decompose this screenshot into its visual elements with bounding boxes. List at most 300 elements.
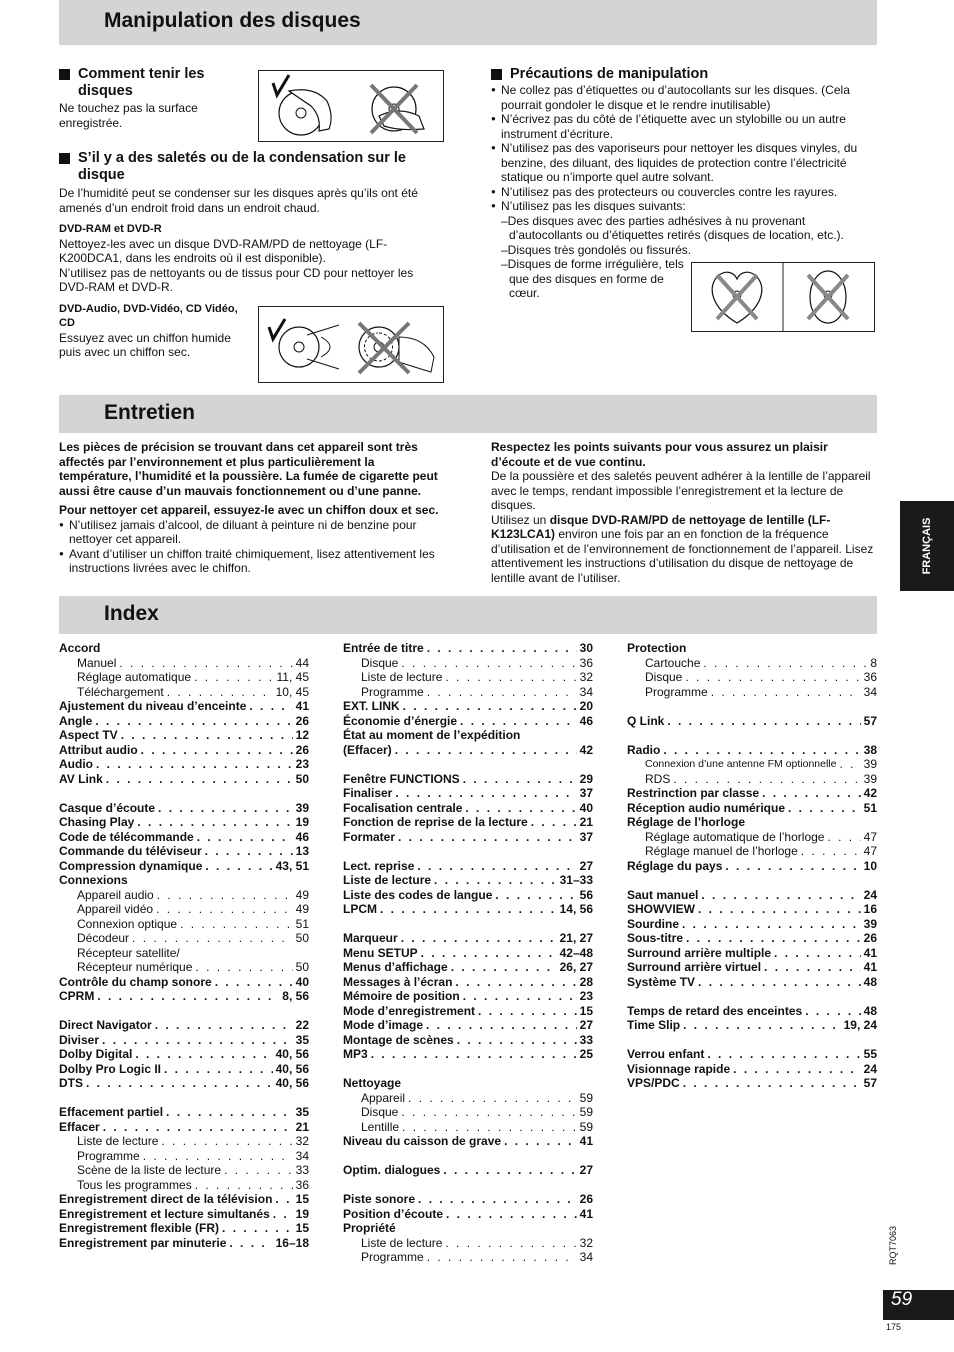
index-term: Ajustement du niveau d’enceinte	[59, 699, 247, 713]
index-page-ref: 40	[579, 800, 593, 815]
index-term: Sous-titre	[627, 931, 684, 945]
index-entry	[343, 714, 593, 729]
index-entry	[59, 975, 309, 990]
index-leader-dots	[194, 670, 273, 685]
index-gap	[343, 917, 593, 932]
index-page-ref: 36	[579, 655, 593, 670]
index-gap	[627, 699, 877, 714]
index-term: Optim. dialogues	[343, 1163, 441, 1177]
index-leader-dots	[451, 960, 557, 975]
index-term: Liste de lecture	[361, 1235, 443, 1250]
index-subentry	[59, 1163, 309, 1178]
index-leader-dots	[401, 931, 557, 946]
index-page-ref: 26	[579, 1192, 593, 1206]
index-term: Réglage du pays	[627, 858, 723, 873]
index-term: Fonction de reprise de la lecture	[343, 815, 528, 829]
square-bullet-icon	[491, 69, 502, 80]
index-page-ref: 16	[863, 902, 877, 916]
index-gap	[627, 989, 877, 1004]
index-leader-dots	[839, 757, 860, 772]
index-page-ref: 51	[295, 916, 309, 931]
index-term: Liste des codes de langue	[343, 887, 493, 902]
index-leader-dots	[683, 1076, 861, 1091]
index-term: DTS	[59, 1076, 83, 1090]
index-page-ref: 15	[295, 1221, 309, 1235]
index-entry	[59, 1120, 309, 1135]
index-leader-dots	[418, 1192, 577, 1207]
index-entry	[343, 1207, 593, 1222]
index-leader-dots	[663, 743, 860, 758]
index-page-ref: 35	[295, 1032, 309, 1047]
index-term: Direct Navigator	[59, 1018, 152, 1032]
index-entry	[343, 989, 593, 1004]
index-gap	[343, 1149, 593, 1164]
index-page-ref: 46	[295, 829, 309, 844]
index-leader-dots	[158, 801, 293, 816]
index-leader-dots	[95, 714, 292, 729]
index-subentry	[627, 757, 877, 772]
index-leader-dots	[457, 1033, 577, 1048]
index-leader-dots	[119, 656, 292, 671]
index-leader-dots	[427, 685, 577, 700]
index-entry	[627, 931, 877, 946]
index-leader-dots	[249, 699, 292, 714]
index-term: Disque	[645, 670, 683, 684]
precaution-item: ● N’écrivez pas du côté de l’étiquette avec un stylobille ou un autre instrument d’écriture.	[491, 112, 877, 141]
index-page-ref: 34	[295, 1148, 309, 1163]
index-entry	[343, 815, 593, 830]
index-leader-dots	[398, 830, 577, 845]
index-term: Casque d’écoute	[59, 800, 156, 815]
index-term: Lect. reprise	[343, 858, 415, 873]
language-tab: FRANÇAIS	[900, 501, 954, 591]
index-term: LPCM	[343, 902, 377, 916]
index-leader-dots	[426, 1018, 577, 1033]
index-heading: Connexions	[59, 873, 128, 887]
index-page-ref: 25	[579, 1047, 593, 1061]
index-leader-dots	[408, 1091, 577, 1106]
index-entry	[343, 902, 593, 917]
index-leader-dots	[215, 975, 293, 990]
index-term: Connexion optique	[77, 916, 178, 931]
index-page-ref: 32	[579, 670, 593, 684]
index-entry	[343, 888, 593, 903]
index-entry	[343, 1018, 593, 1033]
maintenance-right	[491, 440, 877, 585]
index-entry	[59, 1221, 309, 1236]
page-number-box	[883, 1290, 954, 1320]
index-leader-dots	[733, 1062, 860, 1077]
hold-disc-heading: Comment tenir les disques	[59, 66, 254, 100]
index-term: Formater	[343, 829, 396, 844]
index-entry	[59, 1207, 309, 1222]
index-entry	[59, 728, 309, 743]
index-leader-dots	[711, 685, 861, 700]
index-leader-dots	[137, 815, 292, 830]
index-page-ref: 37	[579, 786, 593, 800]
index-term: Système TV	[627, 974, 696, 989]
index-term: Décodeur	[77, 931, 130, 945]
index-page-ref: 23	[579, 989, 593, 1003]
index-term: Réception audio numérique	[627, 800, 786, 815]
index-page-ref: 42	[863, 786, 877, 800]
index-entry	[343, 699, 593, 714]
index-leader-dots	[463, 989, 577, 1004]
section-title-handling: Manipulation des disques	[104, 9, 361, 32]
index-leader-dots	[401, 1105, 576, 1120]
index-term: VPS/PDC	[627, 1076, 680, 1090]
index-leader-dots	[478, 1004, 577, 1019]
index-page-ref: 27	[579, 1018, 593, 1032]
index-entry	[627, 975, 877, 990]
index-page-ref: 41	[863, 945, 877, 960]
index-page-ref: 41	[579, 1206, 593, 1221]
index-term: Réglage automatique	[77, 670, 192, 684]
index-page-ref: 41	[579, 1134, 593, 1148]
index-term: Téléchargement	[77, 684, 164, 699]
index-entry	[59, 801, 309, 816]
index-page-ref: 33	[579, 1032, 593, 1047]
index-page-ref: 21	[295, 1119, 309, 1134]
index-term: Commande du téléviseur	[59, 844, 202, 858]
index-leader-dots	[455, 975, 576, 990]
index-term: Compression dynamique	[59, 858, 203, 873]
index-term: Niveau du caisson de grave	[343, 1134, 502, 1148]
index-subentry	[627, 844, 877, 859]
index-leader-dots	[427, 1250, 577, 1265]
index-term: Finaliser	[343, 786, 393, 800]
unusable-disc-item: –Disques de forme irrégulière, tels que des disques en forme de cœur.	[501, 257, 684, 300]
index-leader-dots	[504, 1134, 577, 1149]
index-term: Liste de lecture	[361, 670, 443, 684]
index-page-ref: 37	[579, 829, 593, 844]
index-leader-dots	[135, 1047, 272, 1062]
maintenance-item: ● N’utilisez jamais d’alcool, de diluant à peinture ni de benzine pour nettoyer cet appareil.	[59, 518, 445, 547]
index-entry	[343, 1004, 593, 1019]
index-leader-dots	[103, 1120, 293, 1135]
index-term: Surround arrière virtuel	[627, 960, 762, 974]
lens-cleaner-text: Utilisez un disque DVD-RAM/PD de nettoyage de lentille (LF-K123LCA1) environ une fois par an en fonction de la fréquence d’utilisation et de l’environnement de fonctionnement de l’appareil. Lisez attentivement les instructions d’utilisation du disque de nettoyage de lentille avant de l’utiliser.	[491, 512, 874, 585]
index-page-ref: 59	[579, 1119, 593, 1134]
index-heading: État au moment de l’expédition	[343, 728, 521, 742]
index-page-ref: 42	[579, 742, 593, 757]
index-term: Cartouche	[645, 655, 701, 670]
index-term: EXT. LINK	[343, 699, 400, 713]
maintenance-warning: Les pièces de précision se trouvant dans cet appareil sont très affectés par l’environnement et plus particulièrement la température, l’humidité et la poussière. La fumée de cigarette peut aussi être cause d’un mauvais fonctionnement ou d’une panne.	[59, 440, 438, 498]
index-leader-dots	[205, 859, 272, 874]
index-subentry	[343, 1250, 593, 1265]
index-page-ref: 12	[295, 728, 309, 742]
index-page-ref: 46	[579, 713, 593, 728]
index-term: Radio	[627, 742, 661, 757]
lens-advice-text: De la poussière et des saletés peuvent adhérer à la lentille de l’appareil avec le temps, rendant impossible l’enregistrement et la lecture de disques.	[491, 469, 871, 512]
index-term: Code de télécommande	[59, 829, 194, 844]
irregular-disc-illustration	[691, 262, 875, 332]
index-entry	[343, 975, 593, 990]
index-subentry	[343, 1236, 593, 1251]
dirt-intro: De l’humidité peut se condenser sur les disques après qu’ils ont été amenés d’un endroit froid dans un endroit chaud.	[59, 186, 418, 215]
index-subentry	[59, 931, 309, 946]
index-term: Récepteur numérique	[77, 960, 193, 974]
index-term: Tous les programmes	[77, 1177, 192, 1192]
index-entry	[627, 888, 877, 903]
index-leader-dots	[197, 830, 293, 845]
index-entry	[343, 743, 593, 758]
index-page-ref: 39	[295, 800, 309, 815]
index-entry	[343, 946, 593, 961]
index-leader-dots	[164, 1062, 273, 1077]
index-page-ref: 8	[870, 655, 877, 670]
index-column-2	[343, 641, 593, 1265]
index-term: Effacer	[59, 1119, 100, 1134]
index-entry	[343, 1163, 593, 1178]
index-term: Piste sonore	[343, 1192, 416, 1206]
index-term: Q Link	[627, 713, 665, 728]
index-entry	[59, 1033, 309, 1048]
index-leader-dots	[86, 1076, 273, 1091]
section-title-index: Index	[104, 602, 159, 625]
index-entry	[343, 786, 593, 801]
index-term: Enregistrement par minuterie	[59, 1235, 227, 1250]
index-term: Menu SETUP	[343, 945, 418, 960]
index-term: Verrou enfant	[627, 1047, 705, 1061]
index-entry	[59, 757, 309, 772]
index-gap	[343, 757, 593, 772]
index-page-ref: 47	[863, 829, 877, 844]
index-term: Aspect TV	[59, 728, 118, 742]
index-page-ref: 55	[863, 1047, 877, 1061]
index-term: Mode d’image	[343, 1018, 424, 1032]
index-page-ref: 23	[295, 757, 309, 771]
lens-advice-heading: Respectez les points suivants pour vous assurez un plaisir d’écoute et de vue continu.	[491, 440, 828, 469]
index-entry	[627, 1047, 877, 1062]
index-term: CPRM	[59, 989, 95, 1003]
hold-disc-text: Ne touchez pas la surface enregistrée.	[59, 101, 198, 130]
dvdaudio-text: Essuyez avec un chiffon humide puis avec un chiffon sec.	[59, 330, 231, 359]
index-entry	[59, 1018, 309, 1033]
index-subentry: Récepteur satellite/	[77, 945, 180, 960]
index-page-ref: 51	[863, 800, 877, 815]
index-entry	[343, 859, 593, 874]
index-term: Programme	[361, 684, 424, 699]
wipe-disc-illustration	[258, 306, 444, 383]
index-page-ref: 47	[863, 844, 877, 858]
index-page-ref: 27	[579, 1163, 593, 1177]
index-term: Visionnage rapide	[627, 1061, 731, 1076]
index-term: (Effacer)	[343, 742, 392, 757]
index-subentry	[627, 830, 877, 845]
maintenance-item: ● Avant d’utiliser un chiffon traité chimiquement, lisez attentivement les instructions livrées avec le chiffon.	[59, 547, 445, 576]
index-page-ref: 26	[863, 931, 877, 945]
index-leader-dots	[495, 888, 576, 903]
index-leader-dots	[132, 931, 293, 946]
section-header-handling	[59, 0, 877, 45]
index-term: Appareil vidéo	[77, 902, 154, 916]
index-page-ref: 32	[295, 1134, 309, 1148]
index-page-ref: 8, 56	[282, 989, 309, 1003]
index-entry	[59, 699, 309, 714]
index-leader-dots	[805, 1004, 860, 1019]
index-page-ref: 40, 56	[275, 1076, 309, 1090]
section-header-index	[59, 596, 877, 634]
index-page-ref: 48	[863, 1003, 877, 1018]
index-term: Enregistrement direct de la télévision	[59, 1192, 273, 1206]
index-leader-dots	[673, 772, 860, 787]
index-term: Liste de lecture	[343, 873, 432, 887]
index-heading: Nettoyage	[343, 1076, 402, 1090]
index-heading: Propriété	[343, 1221, 396, 1235]
index-entry	[627, 1018, 877, 1033]
index-page-ref: 10	[863, 858, 877, 873]
index-term: Saut manuel	[627, 887, 699, 902]
index-entry	[343, 960, 593, 975]
index-leader-dots	[445, 1236, 576, 1251]
index-page-ref: 34	[863, 684, 877, 699]
index-term: Économie d’énergie	[343, 713, 458, 728]
index-leader-dots	[403, 699, 577, 714]
index-leader-dots	[143, 1149, 293, 1164]
index-term: Effacement partiel	[59, 1105, 164, 1119]
index-heading: Accord	[59, 641, 101, 655]
index-page-ref: 27	[579, 858, 593, 873]
index-entry	[627, 902, 877, 917]
index-term: Appareil	[361, 1090, 406, 1105]
index-leader-dots	[96, 757, 293, 772]
index-page-ref: 43, 51	[275, 858, 309, 873]
index-page-ref: 40, 56	[275, 1047, 309, 1061]
index-leader-dots	[180, 917, 293, 932]
index-term: Position d’écoute	[343, 1206, 444, 1221]
index-leader-dots	[460, 714, 577, 729]
dvdram-text-2: N’utilisez pas de nettoyants ou de tissus pour CD pour nettoyer les DVD-RAM et DVD-R.	[59, 265, 414, 294]
index-page-ref: 50	[295, 931, 309, 945]
index-subentry	[59, 656, 309, 671]
index-page-ref: 24	[863, 887, 877, 902]
square-bullet-icon	[59, 69, 70, 80]
index-leader-dots	[395, 786, 576, 801]
index-leader-dots	[788, 801, 861, 816]
dvdaudio-heading: DVD-Audio, DVD-Vidéo, CD Vidéo, CD	[59, 302, 238, 329]
index-entry	[343, 931, 593, 946]
index-leader-dots	[195, 1178, 293, 1193]
index-entry	[627, 714, 877, 729]
index-page-ref: 36	[295, 1177, 309, 1192]
index-term: Montage de scènes	[343, 1032, 454, 1047]
index-page-ref: 39	[863, 771, 877, 786]
index-entry	[343, 641, 593, 656]
index-page-ref: 38	[863, 742, 877, 757]
precautions-heading: Précautions de manipulation	[491, 66, 877, 83]
index-subentry	[627, 670, 877, 685]
index-entry	[59, 989, 309, 1004]
index-page-ref: 49	[295, 887, 309, 902]
index-page-ref: 11, 45	[276, 670, 309, 684]
square-bullet-icon	[59, 153, 70, 164]
index-column-3	[627, 641, 877, 1091]
index-page-ref: 19, 24	[843, 1018, 877, 1032]
index-page-ref: 24	[863, 1061, 877, 1076]
hold-disc-illustration	[258, 70, 444, 142]
index-entry	[343, 873, 593, 888]
index-leader-dots	[443, 1163, 576, 1178]
index-page-ref: 28	[579, 974, 593, 989]
index-leader-dots	[465, 801, 576, 816]
index-term: Manuel	[77, 655, 117, 670]
index-leader-dots	[401, 656, 576, 671]
index-entry	[627, 801, 877, 816]
index-page-ref: 44	[295, 655, 309, 670]
index-term: Dolby Digital	[59, 1047, 133, 1061]
index-subentry	[59, 1178, 309, 1193]
index-leader-dots	[698, 902, 861, 917]
index-entry	[59, 743, 309, 758]
index-leader-dots	[762, 786, 861, 801]
index-leader-dots	[446, 1207, 577, 1222]
index-entry	[627, 946, 877, 961]
index-subentry	[59, 902, 309, 917]
index-page-ref: 59	[579, 1090, 593, 1105]
index-page-ref: 20	[579, 699, 593, 713]
index-term: Réglage automatique de l’horloge	[645, 829, 825, 844]
index-term: Menus d’affichage	[343, 960, 448, 974]
index-term: RDS	[645, 771, 671, 786]
index-leader-dots	[102, 1033, 293, 1048]
index-term: SHOWVIEW	[627, 902, 695, 916]
index-leader-dots	[764, 960, 861, 975]
index-column-1	[59, 641, 309, 1250]
index-page-ref: 41	[863, 960, 877, 974]
index-leader-dots	[275, 1192, 292, 1207]
index-entry	[59, 1062, 309, 1077]
index-term: Time Slip	[627, 1018, 681, 1032]
index-term: Programme	[645, 684, 708, 699]
index-leader-dots	[402, 1120, 577, 1135]
index-entry	[627, 743, 877, 758]
index-entry	[59, 1105, 309, 1120]
index-leader-dots	[427, 641, 577, 656]
index-entry	[627, 859, 877, 874]
index-leader-dots	[682, 917, 861, 932]
index-leader-dots	[667, 714, 860, 729]
index-subentry	[59, 670, 309, 685]
index-leader-dots	[698, 975, 861, 990]
index-term: Angle	[59, 713, 93, 728]
section-header-maintenance	[59, 395, 877, 433]
dvdram-heading: DVD-RAM et DVD-R	[59, 223, 162, 235]
index-term: Réglage manuel de l’horloge	[645, 844, 798, 858]
index-leader-dots	[371, 1047, 577, 1062]
index-gap	[627, 1033, 877, 1048]
index-leader-dots	[417, 859, 576, 874]
index-term: Fenêtre FUNCTIONS	[343, 771, 460, 786]
maintenance-clean-instruction: Pour nettoyer cet appareil, essuyez-le avec un chiffon doux et sec.	[59, 503, 439, 517]
index-page-ref: 22	[295, 1018, 309, 1032]
index-gap	[627, 873, 877, 888]
index-page-ref: 50	[295, 960, 309, 974]
index-term: Scène de la liste de lecture	[77, 1163, 222, 1177]
index-subentry	[59, 888, 309, 903]
index-entry	[59, 772, 309, 787]
index-term: Programme	[361, 1250, 424, 1264]
index-heading: Réglage de l’horloge	[627, 815, 746, 829]
index-entry	[343, 1192, 593, 1207]
index-page-ref: 56	[579, 887, 593, 902]
index-leader-dots	[166, 1105, 293, 1120]
index-leader-dots	[97, 989, 279, 1004]
index-entry	[343, 1134, 593, 1149]
index-gap	[343, 1178, 593, 1193]
index-entry	[59, 1076, 309, 1091]
